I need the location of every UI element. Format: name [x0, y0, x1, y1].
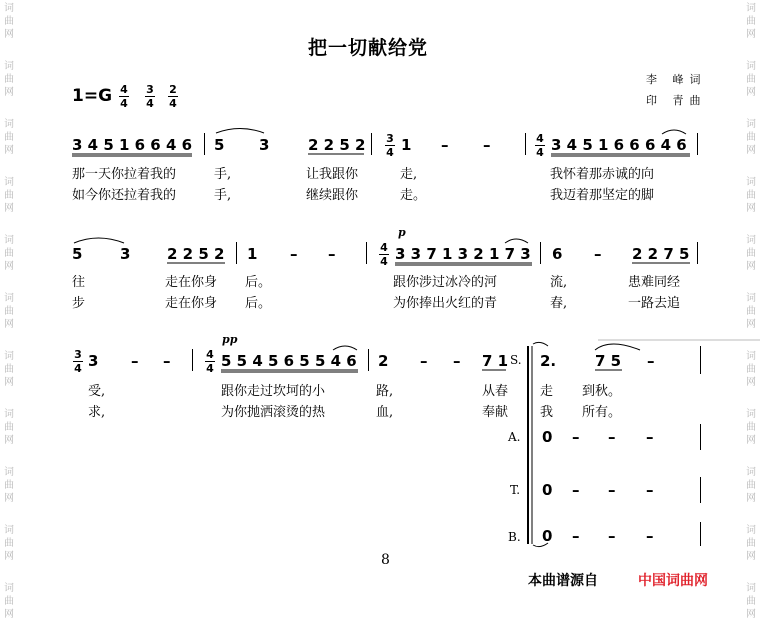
- voice-label-alto: A.: [508, 430, 521, 444]
- tenor-rest: 0: [542, 481, 553, 499]
- watermark-text: 词 曲 网: [746, 235, 756, 272]
- row3-measure3-notes-d: 7 1: [482, 352, 509, 370]
- row3-lyric2-a: 求,: [88, 405, 106, 420]
- row1-measure4-notes: 3 4 5 1 6 6 6 4 6: [551, 136, 687, 154]
- row1-lyric2-d: 走。: [400, 188, 427, 203]
- bracket-hook: [533, 543, 548, 547]
- row2-lyric2-b: 走在你身: [165, 296, 218, 311]
- tie-arc: [74, 238, 124, 243]
- row2-lyric2-d: 为你捧出火红的青: [393, 296, 498, 311]
- row3-measure3-dash-c: –: [453, 352, 461, 370]
- row2-measure4-dash-b: –: [594, 245, 602, 263]
- row3-lyric1-f: 到秋。: [582, 384, 622, 399]
- row1-lyric2-e: 我迈着那坚定的脚: [550, 188, 655, 203]
- row2-measure2-dash-b: –: [290, 245, 298, 263]
- bass-dash-1: –: [572, 527, 580, 545]
- watermark-text: 词 曲 网: [4, 3, 14, 40]
- watermark-text: 词 曲 网: [746, 351, 756, 388]
- tie-arc: [216, 129, 264, 134]
- lyricist-credit: 李 峰词: [646, 73, 707, 86]
- row2-lyric1-f: 患难同经: [628, 275, 681, 290]
- row3-lyric2-d: 奉献: [482, 405, 509, 420]
- tenor-dash-1: –: [572, 481, 580, 499]
- row2-lyric1-b: 走在你身: [165, 275, 218, 290]
- watermark-text: 词 曲 网: [4, 409, 14, 446]
- row1-lyric1-d: 走,: [400, 167, 418, 182]
- voice-label-bass: B.: [508, 530, 521, 544]
- time-signature-3-4: $\frac{3}{4}$: [146, 83, 154, 110]
- row3-time-signature-3-4: $\frac{3}{4}$: [74, 348, 82, 375]
- row1-measure2-notes-c: 2 2 5 2: [308, 136, 366, 154]
- row2-lyric2-e: 春,: [550, 296, 568, 311]
- row2-lyric1-e: 流,: [550, 275, 568, 290]
- row2-lyric1-c: 后。: [245, 275, 272, 290]
- row3-measure4-notes-b: 7 5: [595, 352, 622, 370]
- row2-measure4-notes-c: 2 2 7 5: [632, 245, 690, 263]
- row1-measure3-dash-c: –: [483, 136, 491, 154]
- bass-dash-2: –: [608, 527, 616, 545]
- row1-measure3-dash-b: –: [441, 136, 449, 154]
- tie-arc: [505, 239, 528, 243]
- voice-label-soprano: S.: [510, 353, 522, 367]
- tenor-dash-2: –: [608, 481, 616, 499]
- row2-measure3-notes: 3 3 7 1 3 2 1 7 3: [395, 245, 531, 263]
- watermark-text: 词 曲 网: [746, 293, 756, 330]
- row3-measure1-note-a: 3: [88, 352, 99, 370]
- row1-lyric1-e: 我怀着那赤诚的向: [550, 167, 655, 182]
- row1-lyric1-b: 手,: [214, 167, 232, 182]
- tie-arc: [333, 346, 357, 350]
- alto-dash-1: –: [572, 428, 580, 446]
- row2-lyric2-a: 步: [72, 296, 86, 311]
- row3-measure3-dash-b: –: [420, 352, 428, 370]
- row3-measure4-dash-c: –: [647, 352, 655, 370]
- watermark-text: 词 曲 网: [4, 583, 14, 620]
- row2-lyric2-c: 后。: [245, 296, 272, 311]
- row2-measure1-note-b: 3: [120, 245, 131, 263]
- tie-arc: [595, 344, 640, 350]
- watermark-text: 词 曲 网: [4, 235, 14, 272]
- tie-arc: [662, 130, 686, 134]
- row1-lyric1-a: 那一天你拉着我的: [72, 167, 177, 182]
- watermark-text: 词 曲 网: [746, 119, 756, 156]
- row2-measure4-note-a: 6: [552, 245, 563, 263]
- row2-measure2-dash-c: –: [328, 245, 336, 263]
- bass-dash-3: –: [646, 527, 654, 545]
- alto-dash-2: –: [608, 428, 616, 446]
- row3-lyric1-e: 走: [540, 384, 554, 399]
- song-title: 把一切献给党: [308, 37, 429, 59]
- watermark-text: 词 曲 网: [746, 583, 756, 620]
- row3-measure1-dash-b: –: [131, 352, 139, 370]
- row2-lyric2-f: 一路去追: [628, 296, 681, 311]
- row3-measure1-dash-c: –: [163, 352, 171, 370]
- bass-rest: 0: [542, 527, 553, 545]
- watermark-text: 词 曲 网: [4, 467, 14, 504]
- alto-rest: 0: [542, 428, 553, 446]
- row1-lyric2-b: 手,: [214, 188, 232, 203]
- composer-credit: 印 青曲: [646, 94, 707, 107]
- time-signature-4-4: $\frac{4}{4}$: [120, 83, 128, 110]
- row3-measure3-note-a: 2: [378, 352, 389, 370]
- watermark-text: 词 曲 网: [746, 409, 756, 446]
- row1-lyric2-c: 继续跟你: [306, 188, 359, 203]
- watermark-text: 词 曲 网: [4, 177, 14, 214]
- dynamic-piano: p: [398, 226, 406, 239]
- key-signature: 1=G: [72, 86, 113, 106]
- row3-measure4-note-a: 2.: [540, 352, 557, 370]
- row2-lyric1-d: 跟你涉过冰冷的河: [393, 275, 498, 290]
- tenor-dash-3: –: [646, 481, 654, 499]
- row3-lyric1-a: 受,: [88, 384, 106, 399]
- watermark-text: 词 曲 网: [746, 177, 756, 214]
- row3-lyric1-b: 跟你走过坎坷的小: [221, 384, 326, 399]
- row1-measure1-notes: 3 4 5 1 6 6 4 6: [72, 136, 193, 154]
- row3-lyric2-f: 所有。: [582, 405, 622, 420]
- voice-label-tenor: T.: [510, 483, 521, 497]
- row1-time-signature-4-4: $\frac{4}{4}$: [536, 132, 544, 159]
- row3-lyric2-e: 我: [540, 405, 554, 420]
- watermark-text: 词 曲 网: [4, 61, 14, 98]
- page-number: 8: [381, 552, 390, 568]
- row2-measure2-note-a: 1: [247, 245, 258, 263]
- watermark-text: 词 曲 网: [4, 525, 14, 562]
- row1-lyric1-c: 让我跟你: [306, 167, 359, 182]
- watermark-text: 词 曲 网: [746, 525, 756, 562]
- source-site-link[interactable]: 中国词曲网: [638, 573, 708, 589]
- watermark-text: 词 曲 网: [746, 3, 756, 40]
- row1-measure3-note-a: 1: [401, 136, 412, 154]
- watermark-text: 词 曲 网: [4, 293, 14, 330]
- row1-measure2-note-a: 5: [214, 136, 225, 154]
- row3-lyric2-c: 血,: [376, 405, 394, 420]
- row3-lyric1-c: 路,: [376, 384, 394, 399]
- row2-lyric1-a: 往: [72, 275, 86, 290]
- row2-time-signature-4-4: $\frac{4}{4}$: [380, 241, 388, 268]
- row1-time-signature-3-4: $\frac{3}{4}$: [386, 132, 394, 159]
- watermark-text: 词 曲 网: [746, 61, 756, 98]
- row1-lyric2-a: 如今你还拉着我的: [72, 188, 177, 203]
- watermark-text: 词 曲 网: [4, 119, 14, 156]
- row3-time-signature-4-4: $\frac{4}{4}$: [206, 348, 214, 375]
- time-signature-2-4: $\frac{2}{4}$: [169, 83, 177, 110]
- row2-measure1-notes-c: 2 2 5 2: [167, 245, 225, 263]
- watermark-text: 词 曲 网: [4, 351, 14, 388]
- row1-measure2-note-b: 3: [259, 136, 270, 154]
- alto-dash-3: –: [646, 428, 654, 446]
- source-label: 本曲谱源自: [528, 573, 598, 589]
- row3-lyric1-d: 从春: [482, 384, 509, 399]
- watermark-text: 词 曲 网: [746, 467, 756, 504]
- row3-measure2-notes: 5 5 4 5 6 5 5 4 6: [221, 352, 357, 370]
- dynamic-pianissimo: pp: [222, 333, 238, 346]
- bracket-hook: [533, 342, 548, 346]
- row2-measure1-note-a: 5: [72, 245, 83, 263]
- row3-lyric2-b: 为你抛洒滚烫的热: [221, 405, 326, 420]
